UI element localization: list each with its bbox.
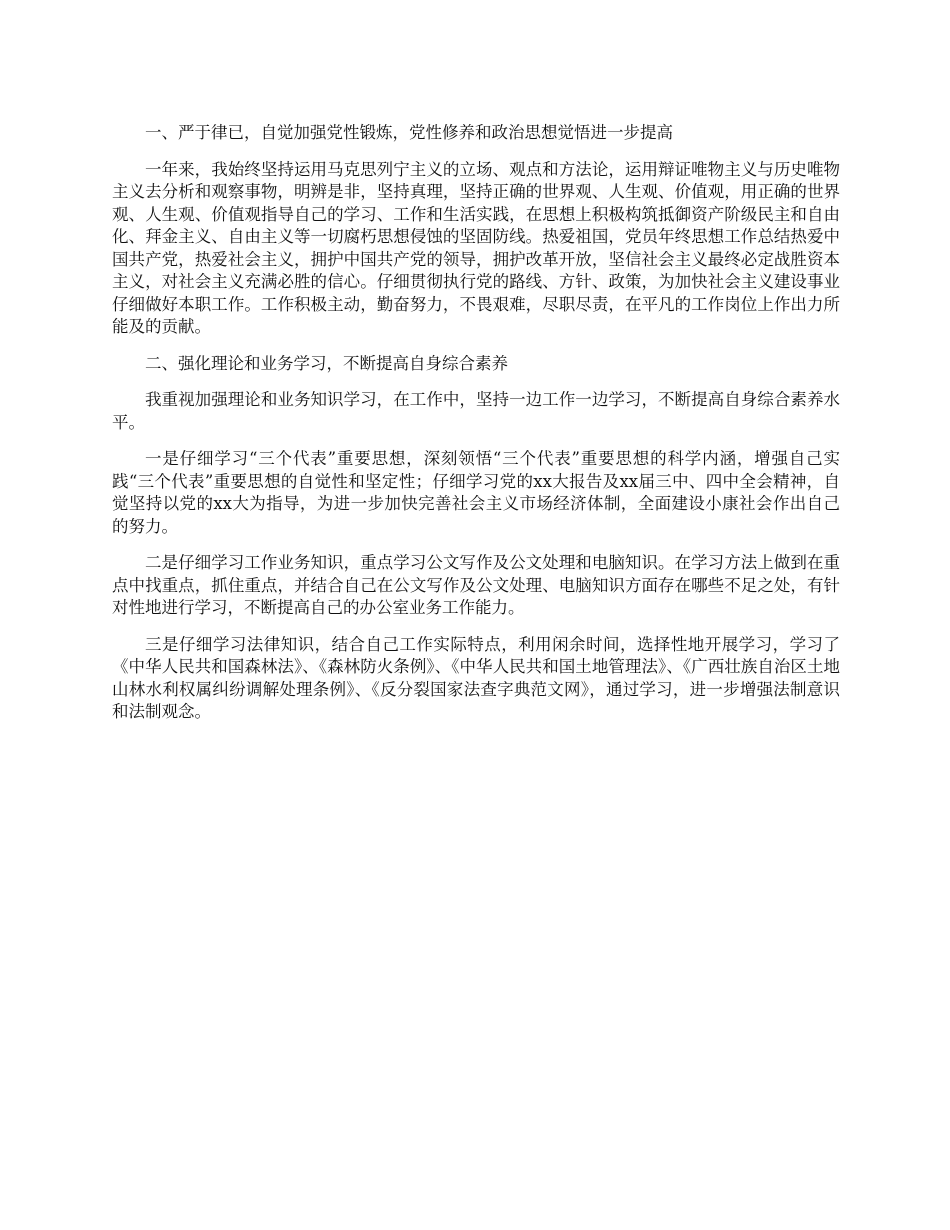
paragraph-study-theory: 一是仔细学习“三个代表”重要思想，深刻领悟“三个代表”重要思想的科学内涵，增强自己实践“三个代表”重要思想的自觉性和坚定性；仔细学习党的xx大报告及xx届三中、四中全会精神，自觉坚持以党的xx大为指导，为进一步加快完善社会主义市场经济体制，全面建设小康社会作出自己的努力。 bbox=[112, 449, 840, 536]
paragraph-study-law: 三是仔细学习法律知识，结合自己工作实际特点，利用闲余时间，选择性地开展学习，学习了《中华人民共和国森林法》、《森林防火条例》、《中华人民共和国土地管理法》、《广西壮族自治区土地山林水利权属纠纷调解处理条例》、《反分裂国家法查字典范文网》，通过学习，进一步增强法制意识和法制观念。 bbox=[112, 634, 840, 721]
document-page bbox=[112, 122, 840, 738]
section-heading-2: 二、强化理论和业务学习，不断提高自身综合素养 bbox=[145, 353, 508, 373]
paragraph-ideology: 一年来，我始终坚持运用马克思列宁主义的立场、观点和方法论，运用辩证唯物主义与历史唯物主义去分析和观察事物，明辨是非，坚持真理，坚持正确的世界观、人生观、价值观，用正确的世界观、人生观、价值观指导自己的学习、工作和生活实践，在思想上积极构筑抵御资产阶级民主和自由化、拜金主义、自由主义等一切腐朽思想侵蚀的坚固防线。热爱祖国，党员年终思想工作总结热爱中国共产党，热爱社会主义，拥护中国共产党的领导，拥护改革开放，坚信社会主义最终必定战胜资本主义，对社会主义充满必胜的信心。仔细贯彻执行党的路线、方针、政策，为加快社会主义建设事业仔细做好本职工作。工作积极主动，勤奋努力，不畏艰难，尽职尽责，在平凡的工作岗位上作出力所能及的贡献。 bbox=[112, 159, 840, 336]
section-heading-1: 一、严于律已，自觉加强党性锻炼，党性修养和政治思想觉悟进一步提高 bbox=[145, 123, 673, 142]
paragraph-study-intro: 我重视加强理论和业务知识学习，在工作中，坚持一边工作一边学习，不断提高自身综合素养水平。 bbox=[112, 390, 840, 432]
paragraph-study-business: 二是仔细学习工作业务知识，重点学习公文写作及公文处理和电脑知识。在学习方法上做到在重点中找重点，抓住重点，并结合自己在公文写作及公文处理、电脑知识方面存在哪些不足之处，有针对性地进行学习，不断提高自己的办公室业务工作能力。 bbox=[112, 553, 840, 617]
